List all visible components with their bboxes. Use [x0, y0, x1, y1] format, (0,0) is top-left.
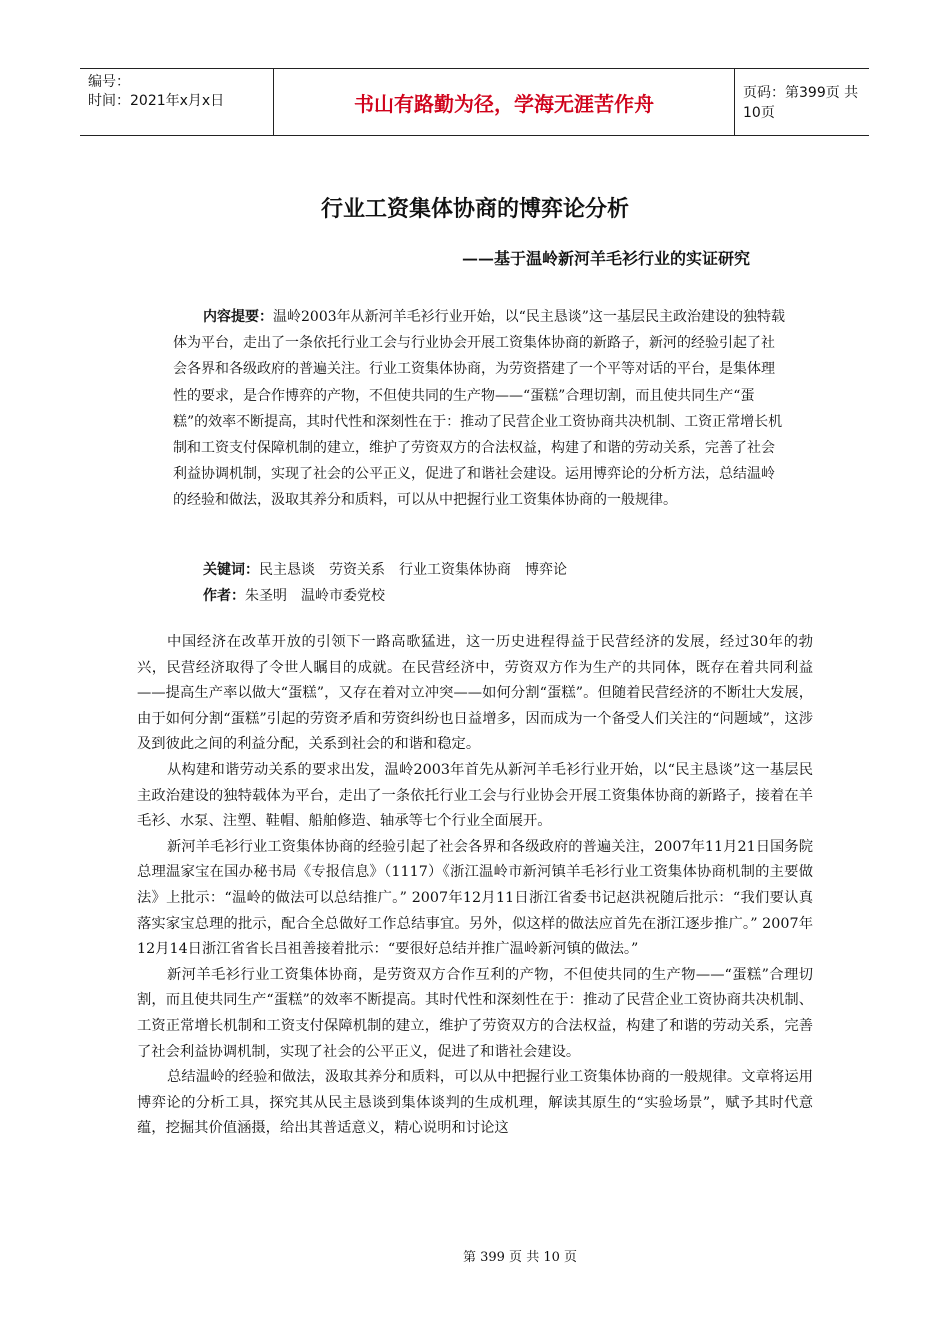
author-line	[203, 583, 567, 609]
abstract	[173, 304, 788, 514]
author-name: 朱圣明	[245, 588, 287, 604]
document-title: 行业工资集体协商的博弈论分析	[320, 197, 629, 222]
abstract-text: 温岭2003年从新河羊毛衫行业开始，以“民主恳谈”这一基层民主政治建设的独特载体为平台，走出了一条依托行业工会与行业协会开展工资集体协商的新路子，新河的经验引起了社会各界和各级政府的普遍关注。行业工资集体协商，为劳资搭建了一个平等对话的平台，是集体理性的要求，是合作博弈的产物，不但使共同的生产物——“蛋糕”合理切割，而且使共同生产“蛋糕”的效率不断提高，其时代性和深刻性在于：推动了民营企业工资协商共决机制、工资正常增长机制和工资支付保障机制的建立，维护了劳资双方的合法权益，构建了和谐的劳动关系，完善了社会利益协调机制，实现了社会的公平正义，促进了和谐社会建设。运用博弈论的分析方法，总结温岭的经验和做法，汲取其养分和质料，可以从中把握行业工资集体协商的一般规律。	[173, 309, 785, 509]
body-paragraph: 新河羊毛衫行业工资集体协商，是劳资双方合作互利的产物，不但使共同的生产物——“蛋糕”合理切割，而且使共同生产“蛋糕”的效率不断提高。其时代性和深刻性在于：推动了民营企业工资协商共决机制、工资正常增长机制和工资支付保障机制的建立，维护了劳资双方的合法权益，构建了和谐的劳动关系，完善了社会利益协调机制，实现了社会的公平正义，促进了和谐社会建设。	[137, 966, 813, 1060]
number-label: 编号：	[88, 74, 130, 90]
author-affiliation: 温岭市委党校	[301, 588, 385, 604]
header-info	[80, 69, 273, 135]
keyword: 民主恳谈	[259, 562, 315, 578]
keyword: 劳资关系	[329, 562, 385, 578]
abstract-label: 内容提要：	[203, 309, 273, 325]
page-footer: 第 399 页 共 10 页	[462, 1250, 578, 1265]
document-subtitle: ——基于温岭新河羊毛衫行业的实证研究	[461, 249, 750, 268]
body-paragraph: 从构建和谐劳动关系的要求出发，温岭2003年首先从新河羊毛衫行业开始，以“民主恳谈”这一基层民主政治建设的独特载体为平台，走出了一条依托行业工会与行业协会开展工资集体协商的新路子，接着在羊毛衫、水泵、注塑、鞋帽、船舶修造、轴承等七个行业全面展开。	[137, 761, 813, 830]
body-paragraph: 总结温岭的经验和做法，汲取其养分和质料，可以从中把握行业工资集体协商的一般规律。文章将运用博弈论的分析工具，探究其从民主恳谈到集体谈判的生成机理，解读其原生的“实验场景”，赋予其时代意蕴，挖掘其价值涵摄，给出其普适意义，精心说明和讨论这	[137, 1069, 813, 1137]
header-page: 页码：第399页 共10页	[743, 85, 859, 121]
body-paragraph: 中国经济在改革开放的引领下一路高歌猛进，这一历史进程得益于民营经济的发展，经过30年的勃兴，民营经济取得了令世人瞩目的成就。在民营经济中，劳资双方作为生产的共同体，既存在着共同利益——提高生产率以做大“蛋糕”，又存在着对立冲突——如何分割“蛋糕”。但随着民营经济的不断壮大发展，由于如何分割“蛋糕”引起的劳资矛盾和劳资纠纷也日益增多，因而成为一个备受人们关注的“问题域”，这涉及到彼此之间的利益分配，关系到社会的和谐和稳定。	[137, 634, 813, 753]
body-text	[137, 630, 813, 1142]
body-paragraph: 新河羊毛衫行业工资集体协商的经验引起了社会各界和各级政府的普遍关注，2007年11月21日国务院总理温家宝在国办秘书局《专报信息》（1117）《浙江温岭市新河镇羊毛衫行业工资集体协商机制的主要做法》上批示：“温岭的做法可以总结推广。” 2007年12月11日浙江省委书记赵洪祝随后批示：“我们要认真落实家宝总理的批示，配合全总做好工作总结事宜。另外，似这样的做法应首先在浙江逐步推广。” 2007年12月14日浙江省省长吕祖善接着批示：“要很好总结并推广温岭新河镇的做法。”	[137, 838, 813, 958]
page-header	[80, 68, 869, 136]
keyword: 博弈论	[525, 562, 567, 578]
author-label: 作者：	[203, 588, 245, 604]
keywords-label: 关键词：	[203, 562, 259, 578]
keyword: 行业工资集体协商	[399, 562, 511, 578]
time-label: 时间：2021年x月x日	[88, 93, 225, 109]
keywords-line	[203, 557, 567, 583]
meta-block	[203, 557, 567, 609]
abstract-paragraph	[173, 304, 788, 514]
header-motto: 书山有路勤为径，学海无涯苦作舟	[273, 69, 735, 135]
